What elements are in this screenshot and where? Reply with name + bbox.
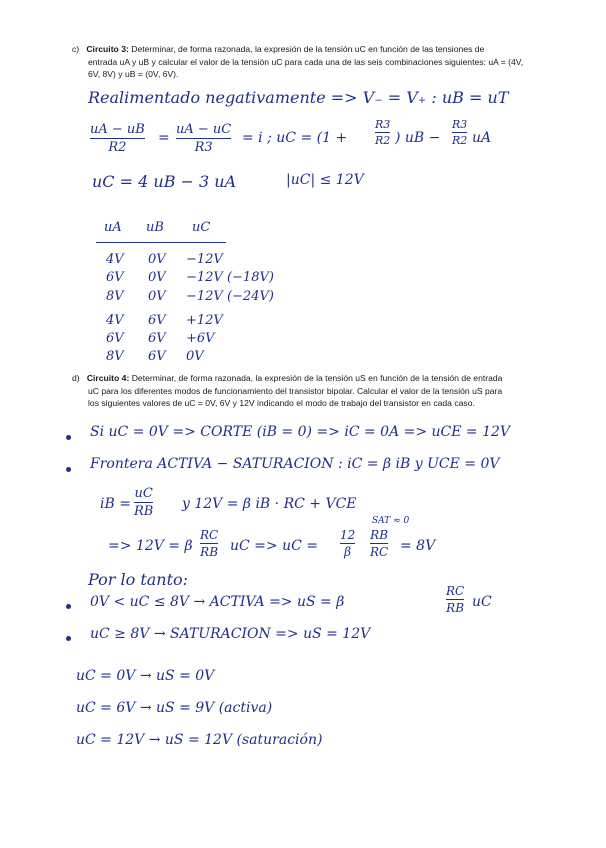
fraction-1-den: R2 — [108, 140, 127, 156]
table-cell: 6V — [148, 349, 166, 364]
step-c: = 8V — [400, 538, 436, 554]
table-header-ub: uB — [146, 220, 164, 235]
step-fraction-2 — [340, 528, 355, 559]
table-cell: 6V — [148, 331, 166, 346]
fraction-3 — [375, 118, 390, 147]
limit-uc: |uC| ≤ 12V — [286, 172, 364, 188]
step-a: => 12V = β — [108, 538, 193, 554]
part-d-title: Circuito 4: — [86, 373, 130, 383]
result-line-1: uC = 0V → uS = 0V — [76, 668, 215, 684]
fraction-3-num: R3 — [375, 118, 391, 131]
step-fraction-3 — [370, 528, 388, 559]
result-uc: uC = 4 uB − 3 uA — [92, 172, 237, 191]
part-c-text1: Determinar, de forma razonada, la expresión de la tensión uC en función de las tensiones de — [131, 44, 485, 54]
table-cell: 4V — [106, 252, 124, 267]
table-rule — [96, 242, 226, 243]
cut-line: Si uC = 0V => CORTE (iB = 0) => iC = 0A => uCE = 12V — [90, 424, 511, 440]
ib-rhs: y 12V = β iB · RC + VCE — [182, 496, 357, 512]
table-cell: 0V — [148, 252, 166, 267]
table-cell: −12V — [186, 252, 223, 267]
ib-subscript: SAT ≈ 0 — [372, 516, 410, 526]
saturation-line: uC ≥ 8V → SATURACION => uS = 12V — [90, 626, 371, 642]
feedback-line: Realimentado negativamente => V₋ = V₊ : uB = uT — [88, 88, 509, 107]
step-fraction-2-num: 12 — [340, 528, 356, 542]
bullet-dot — [66, 467, 71, 472]
part-c-line1 — [72, 43, 570, 56]
boundary-line: Frontera ACTIVA − SATURACION : iC = β iB y UCE = 0V — [90, 456, 500, 472]
fraction-bar — [446, 599, 464, 600]
part-d-text2: uC para los diferentes modos de funcionamiento del transistor bipolar. Calcular el valor de la tensión uS para — [88, 385, 503, 396]
table-cell: 0V — [148, 270, 166, 285]
table-cell: 6V — [106, 331, 124, 346]
ib-fraction-num: uC — [134, 486, 153, 501]
fraction-1-num: uA − uB — [90, 122, 145, 137]
part-d-text3: los siguientes valores de uC = 0V, 6V y 12V indicando el modo de trabajo del transistor en cada caso. — [88, 398, 475, 409]
fraction-bar — [200, 543, 218, 544]
table-header-ua: uA — [104, 220, 122, 235]
fraction-2 — [176, 122, 231, 155]
part-d-marker: d) — [72, 373, 80, 383]
table-cell: +12V — [186, 313, 223, 328]
step-fraction-1-den: RB — [200, 545, 219, 560]
bullet-dot — [66, 636, 71, 641]
bullet-dot — [66, 435, 71, 440]
eq-part-4: uA — [472, 130, 492, 146]
active-fraction-num: RC — [446, 584, 465, 598]
part-d-statement — [72, 372, 570, 410]
eq-part-3: ) uB − — [395, 130, 441, 146]
table-cell: −12V (−24V) — [186, 289, 274, 304]
table-cell: +6V — [186, 331, 215, 346]
step-fraction-3-num: RB — [370, 528, 389, 542]
result-line-2: uC = 6V → uS = 9V (activa) — [76, 700, 273, 716]
table-cell: 0V — [148, 289, 166, 304]
fraction-bar — [340, 543, 355, 544]
step-fraction-3-den: RC — [370, 545, 389, 560]
active-tail: uC — [472, 594, 492, 610]
table-cell: 4V — [106, 313, 124, 328]
fraction-2-num: uA − uC — [176, 122, 232, 137]
table-cell: 6V — [106, 270, 124, 285]
eq-part-2: = i ; uC = (1 + — [242, 130, 348, 146]
fraction-bar — [452, 132, 467, 133]
active-line: 0V < uC ≤ 8V → ACTIVA => uS = β — [90, 594, 345, 610]
step-b: uC => uC = — [230, 538, 318, 554]
fraction-bar — [134, 502, 153, 503]
part-c-text3: 6V, 8V) y uB = (0V, 6V). — [88, 69, 179, 80]
therefore-line: Por lo tanto: — [88, 570, 189, 589]
part-d-text1: Determinar, de forma razonada, la expresión de la tensión uS en función de la tensión de entrada — [131, 373, 503, 383]
table-cell: −12V (−18V) — [186, 270, 274, 285]
step-fraction-2-den: β — [344, 545, 352, 560]
fraction-bar — [375, 132, 390, 133]
ib-fraction — [134, 486, 153, 519]
table-cell: 8V — [106, 349, 124, 364]
table-header-uc: uC — [192, 220, 211, 235]
ib-fraction-den: RB — [134, 504, 154, 520]
table-cell: 8V — [106, 289, 124, 304]
part-c-statement — [72, 43, 570, 81]
step-fraction-1-num: RC — [200, 528, 219, 542]
result-line-3: uC = 12V → uS = 12V (saturación) — [76, 732, 323, 748]
active-fraction-den: RB — [446, 601, 465, 616]
fraction-3-den: R2 — [375, 134, 391, 148]
part-c-text2: entrada uA y uB y calcular el valor de la tensión uC para cada una de las seis combinaciones siguientes: uA = (4V, — [88, 56, 524, 67]
ib-lhs: iB = — [100, 496, 131, 512]
fraction-bar — [370, 543, 388, 544]
part-d-line1 — [72, 372, 570, 385]
active-fraction — [446, 584, 464, 615]
eq-sign-1: = — [158, 130, 170, 146]
fraction-4-den: R2 — [452, 134, 468, 148]
fraction-bar — [90, 138, 145, 139]
fraction-4 — [452, 118, 467, 147]
fraction-4-num: R3 — [452, 118, 468, 131]
part-c-title: Circuito 3: — [86, 44, 129, 54]
fraction-1 — [90, 122, 145, 155]
table-cell: 0V — [186, 349, 204, 364]
table-cell: 6V — [148, 313, 166, 328]
part-c-marker: c) — [72, 44, 80, 54]
fraction-2-den: R3 — [194, 140, 213, 156]
bullet-dot — [66, 604, 71, 609]
fraction-bar — [176, 138, 231, 139]
step-fraction-1 — [200, 528, 218, 559]
